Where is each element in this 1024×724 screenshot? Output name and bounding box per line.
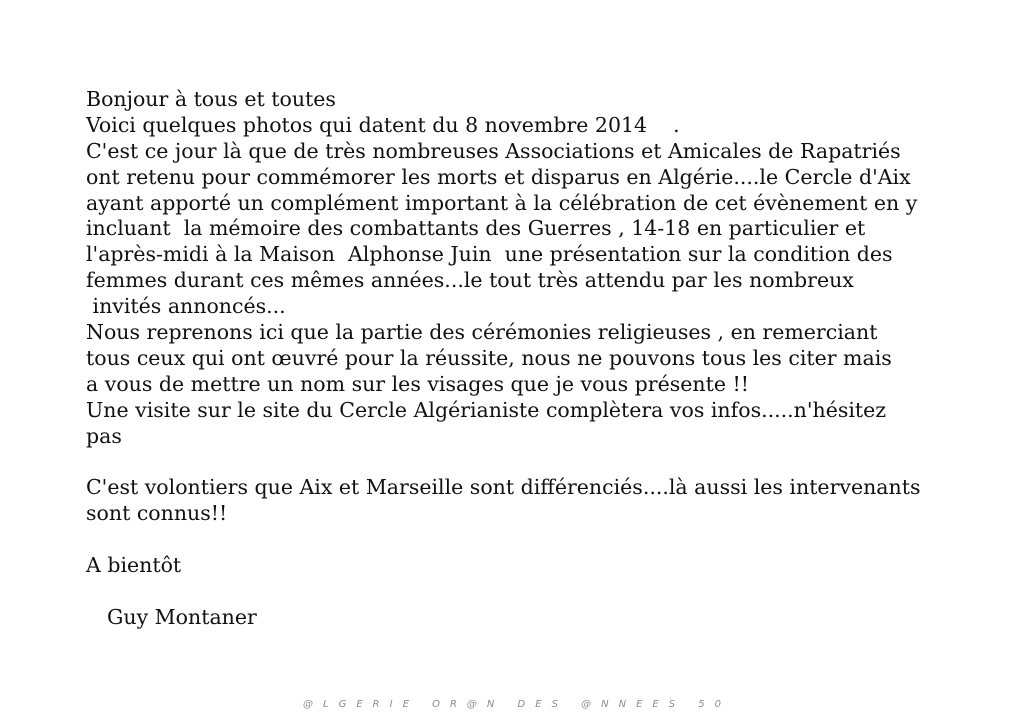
- paragraph2-line: C'est volontiers que Aix et Marseille sont différenciés....là aussi les intervenants: [86, 475, 921, 500]
- body-line: a vous de mettre un nom sur les visages que je vous présente !!: [86, 371, 749, 396]
- body-line: Voici quelques photos qui datent du 8 novembre 2014 .: [86, 112, 680, 137]
- paragraph-spacer: [86, 579, 986, 605]
- closing-line: A bientôt: [86, 553, 182, 578]
- body-line: ayant apporté un complément important à la célébration de cet évènement en y: [86, 190, 918, 215]
- body-line: Nous reprenons ici que la partie des cérémonies religieuses , en remerciant: [86, 320, 878, 345]
- body-line: l'après-midi à la Maison Alphonse Juin une présentation sur la condition des: [86, 242, 893, 267]
- body-line: pas: [86, 423, 122, 448]
- body-line: incluant la mémoire des combattants des Guerres , 14-18 en particulier et: [86, 216, 866, 241]
- signature: Guy Montaner: [107, 604, 257, 629]
- paragraph-spacer: [86, 527, 986, 553]
- body-line: invités annoncés...: [86, 294, 286, 319]
- body-line: Une visite sur le site du Cercle Algérianiste complètera vos infos.....n'hésitez: [86, 397, 887, 422]
- footer-watermark: @LGERIE OR@N DES @NNEES 50: [303, 699, 731, 710]
- paragraph-spacer: [86, 449, 986, 475]
- paragraph2-line: sont connus!!: [86, 501, 228, 526]
- body-line: C'est ce jour là que de très nombreuses Associations et Amicales de Rapatriés: [86, 138, 901, 163]
- letter-body: [86, 87, 986, 631]
- body-line: femmes durant ces mêmes années...le tout très attendu par les nombreux: [86, 268, 854, 293]
- greeting-line: Bonjour à tous et toutes: [86, 87, 336, 111]
- body-line: tous ceux qui ont œuvré pour la réussite, nous ne pouvons tous les citer mais: [86, 345, 892, 370]
- body-line: ont retenu pour commémorer les morts et disparus en Algérie....le Cercle d'Aix: [86, 164, 911, 189]
